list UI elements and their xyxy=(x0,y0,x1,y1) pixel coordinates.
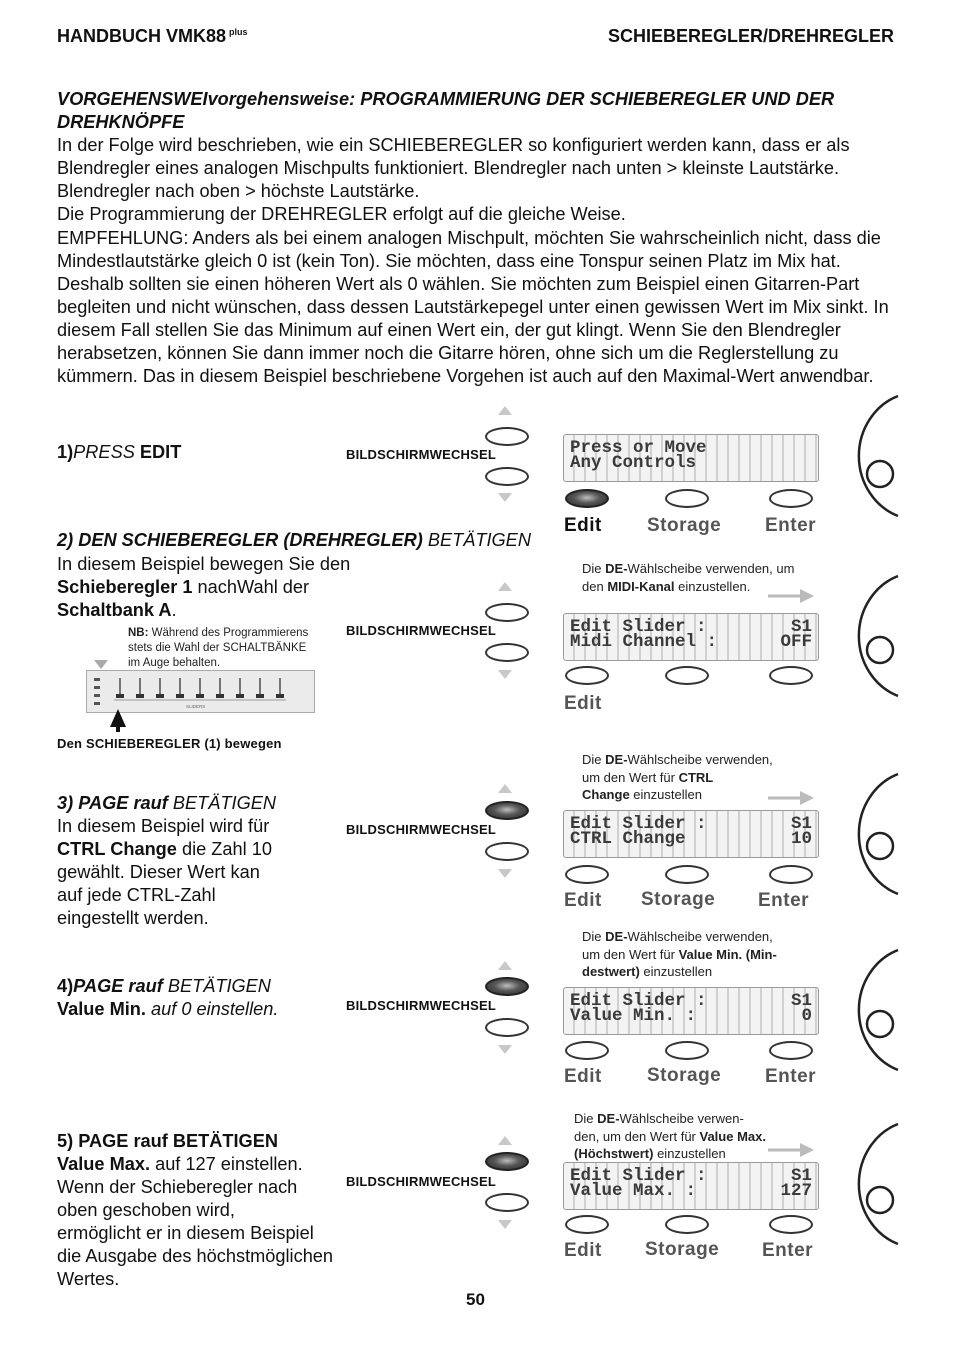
step4-heading: 4)PAGE rauf BETÄTIGEN xyxy=(57,976,271,996)
enter-button[interactable] xyxy=(769,1041,813,1060)
svg-text:SLIDERS: SLIDERS xyxy=(186,704,206,709)
edit-label: Edit xyxy=(564,1066,602,1087)
pointer-arrow-stem xyxy=(116,726,120,732)
edit-label: Edit xyxy=(564,693,602,714)
step5-heading: 5) PAGE rauf BETÄTIGEN xyxy=(57,1131,278,1151)
arrow-down-icon xyxy=(498,1220,512,1229)
intro-title-2: DREHKNÖPFE xyxy=(57,112,185,133)
step5-text: Value Max. auf 127 einstellen. Wenn der Schieberegler nach oben geschoben wird, ermöglicht er in diesem Beispiel die Ausgabe des höchstmöglichen Wertes. xyxy=(57,1154,334,1290)
step4-dial-note: Die DE-Wählscheibe verwenden, um den Wert für Value Min. (Min- destwert) einzustellen xyxy=(582,929,777,979)
step2-text: In diesem Beispiel bewegen Sie den Schieberegler 1 nachWahl der Schaltbank A. xyxy=(57,554,351,621)
intro-block xyxy=(57,88,897,388)
storage-label: Storage xyxy=(647,515,722,536)
edit-label: Edit xyxy=(564,890,602,911)
enter-label: Enter xyxy=(758,890,810,911)
screen-change-label: BILDSCHIRMWECHSEL xyxy=(346,822,497,837)
enter-button[interactable] xyxy=(769,1215,813,1234)
dial-wheel-icon[interactable] xyxy=(828,1120,900,1248)
page-down-button[interactable] xyxy=(485,842,529,861)
arrow-down-icon xyxy=(498,493,512,502)
enter-button[interactable] xyxy=(769,666,813,685)
storage-button[interactable] xyxy=(665,1041,709,1060)
enter-button[interactable] xyxy=(769,865,813,884)
arrow-up-icon xyxy=(498,582,512,591)
lcd-display: Edit Slider : S1 Midi Channel : OFF xyxy=(563,613,819,661)
edit-button[interactable] xyxy=(565,1041,609,1060)
step4-text: Value Min. auf 0 einstellen. xyxy=(57,999,279,1019)
arrow-right-icon xyxy=(768,789,814,807)
slider-panel xyxy=(86,670,316,714)
dial-wheel-icon[interactable] xyxy=(828,946,900,1074)
edit-label: Edit xyxy=(564,515,602,536)
page-up-button[interactable] xyxy=(485,977,529,996)
intro-title: VORGEHENSWEIvorgehensweise: PROGRAMMIERUNG DER SCHIEBEREGLER UND DER xyxy=(57,89,835,109)
header-title: HANDBUCH VMK88 $^{plus}$ xyxy=(57,26,248,46)
arrow-right-icon xyxy=(768,587,814,605)
nb-note: NB: Während des Programmierens stets die Wahl der SCHALTBÄNKE im Auge behalten. xyxy=(128,627,309,669)
edit-button[interactable] xyxy=(565,489,609,508)
page-down-button[interactable] xyxy=(485,643,529,662)
storage-button[interactable] xyxy=(665,865,709,884)
storage-button[interactable] xyxy=(665,1215,709,1234)
page-down-button[interactable] xyxy=(485,1018,529,1037)
lcd-display: Press or Move Any Controls xyxy=(563,434,819,482)
edit-button[interactable] xyxy=(565,1215,609,1234)
arrow-up-icon xyxy=(498,784,512,793)
lcd-display: Edit Slider : S1 Value Min. : 0 xyxy=(563,987,819,1035)
step3-dial-note: Die DE-Wählscheibe verwenden, um den Wert für CTRL Change einzustellen xyxy=(582,752,773,802)
storage-label: Storage xyxy=(641,889,716,910)
intro-paragraph: Die Programmierung der DREHREGLER erfolgt auf die gleiche Weise. xyxy=(57,204,626,225)
dial-wheel-icon[interactable] xyxy=(828,770,900,898)
arrow-right-icon xyxy=(768,1141,814,1159)
dial-wheel-icon[interactable] xyxy=(828,392,900,520)
page-up-button[interactable] xyxy=(485,1152,529,1171)
page-up-button[interactable] xyxy=(485,801,529,820)
enter-label: Enter xyxy=(765,515,817,536)
edit-button[interactable] xyxy=(565,666,609,685)
arrow-up-icon xyxy=(498,1136,512,1145)
arrow-down-icon xyxy=(498,869,512,878)
screen-change-label: BILDSCHIRMWECHSEL xyxy=(346,1174,497,1189)
enter-label: Enter xyxy=(765,1066,817,1087)
storage-label: Storage xyxy=(645,1239,720,1260)
enter-label: Enter xyxy=(762,1240,814,1261)
step3-text: In diesem Beispiel wird für CTRL Change die Zahl 10 gewählt. Dieser Wert kan auf jede CTRL-Zahl eingestellt werden. xyxy=(57,816,272,929)
page-number: 50 xyxy=(466,1290,485,1309)
slider-caption: Den SCHIEBEREGLER (1) bewegen xyxy=(57,736,282,751)
page-down-button[interactable] xyxy=(485,1193,529,1212)
arrow-down-icon xyxy=(498,1045,512,1054)
storage-button[interactable] xyxy=(665,666,709,685)
storage-button[interactable] xyxy=(665,489,709,508)
step5-dial-note: Die DE-Wählscheibe verwen- den, um den Wert für Value Max. (Höchstwert) einzustellen xyxy=(574,1111,766,1161)
step3-heading: 3) PAGE rauf BETÄTIGEN xyxy=(57,793,276,813)
arrow-down-icon xyxy=(498,670,512,679)
storage-label: Storage xyxy=(647,1065,722,1086)
step2-dial-note: Die DE-Wählscheibe verwenden, um den MIDI-Kanal einzustellen. xyxy=(582,561,795,594)
screen-change-label: BILDSCHIRMWECHSEL xyxy=(346,998,497,1013)
page-up-button[interactable] xyxy=(485,603,529,622)
page-down-button[interactable] xyxy=(485,467,529,486)
arrow-up-icon xyxy=(498,961,512,970)
enter-button[interactable] xyxy=(769,489,813,508)
edit-button[interactable] xyxy=(565,865,609,884)
screen-change-label: BILDSCHIRMWECHSEL xyxy=(346,623,497,638)
edit-label: Edit xyxy=(564,1240,602,1261)
intro-paragraph: In der Folge wird beschrieben, wie ein SCHIEBEREGLER so konfiguriert werden kann, dass er als Blendregler eines analogen Mischpults funktioniert. Blendregler nach unten > kleinste Lautstärke. Blendregler nach oben > höchste Lautstärke. xyxy=(57,135,850,202)
step1-heading: 1)PRESS EDIT xyxy=(57,442,182,462)
lcd-display: Edit Slider : S1 Value Max. : 127 xyxy=(563,1162,819,1210)
page-up-button[interactable] xyxy=(485,427,529,446)
arrow-up-icon xyxy=(498,406,512,415)
bank-marker-icon xyxy=(94,660,108,669)
dial-wheel-icon[interactable] xyxy=(828,572,900,700)
step2-heading: 2) DEN SCHIEBEREGLER (DREHREGLER) BETÄTIGEN xyxy=(57,530,531,550)
screen-change-label: BILDSCHIRMWECHSEL xyxy=(346,447,497,462)
lcd-display: Edit Slider : S1 CTRL Change 10 xyxy=(563,810,819,858)
header-section: SCHIEBEREGLER/DREHREGLER xyxy=(607,26,894,46)
pointer-arrow-icon xyxy=(110,709,126,727)
intro-paragraph: EMPFEHLUNG: Anders als bei einem analogen Mischpult, möchten Sie wahrscheinlich nicht, dass die Mindestlautstärke gleich 0 ist (kein Ton). Sie möchten, dass eine Tonspur seinen Platz im Mix hat. Deshalb sollten sie einen höheren Wert als 0 wählen. Sie möchten zum Beispiel einen Gitarren-Part begleiten und nicht wünschen, dass dessen Lautstärkepegel unter einen gewissen Wert im Mix sinkt. In diesem Fall stellen Sie das Minimum auf einen Wert ein, der gut klingt. Wenn Sie den Blendregler herabsetzen, können Sie dann immer noch die Gitarre hören, ohne sich um die Reglerstellung zu kümmern. Das in diesem Beispiel beschriebene Vorgehen ist auch auf den Maximal-Wert anwendbar. xyxy=(57,227,889,387)
